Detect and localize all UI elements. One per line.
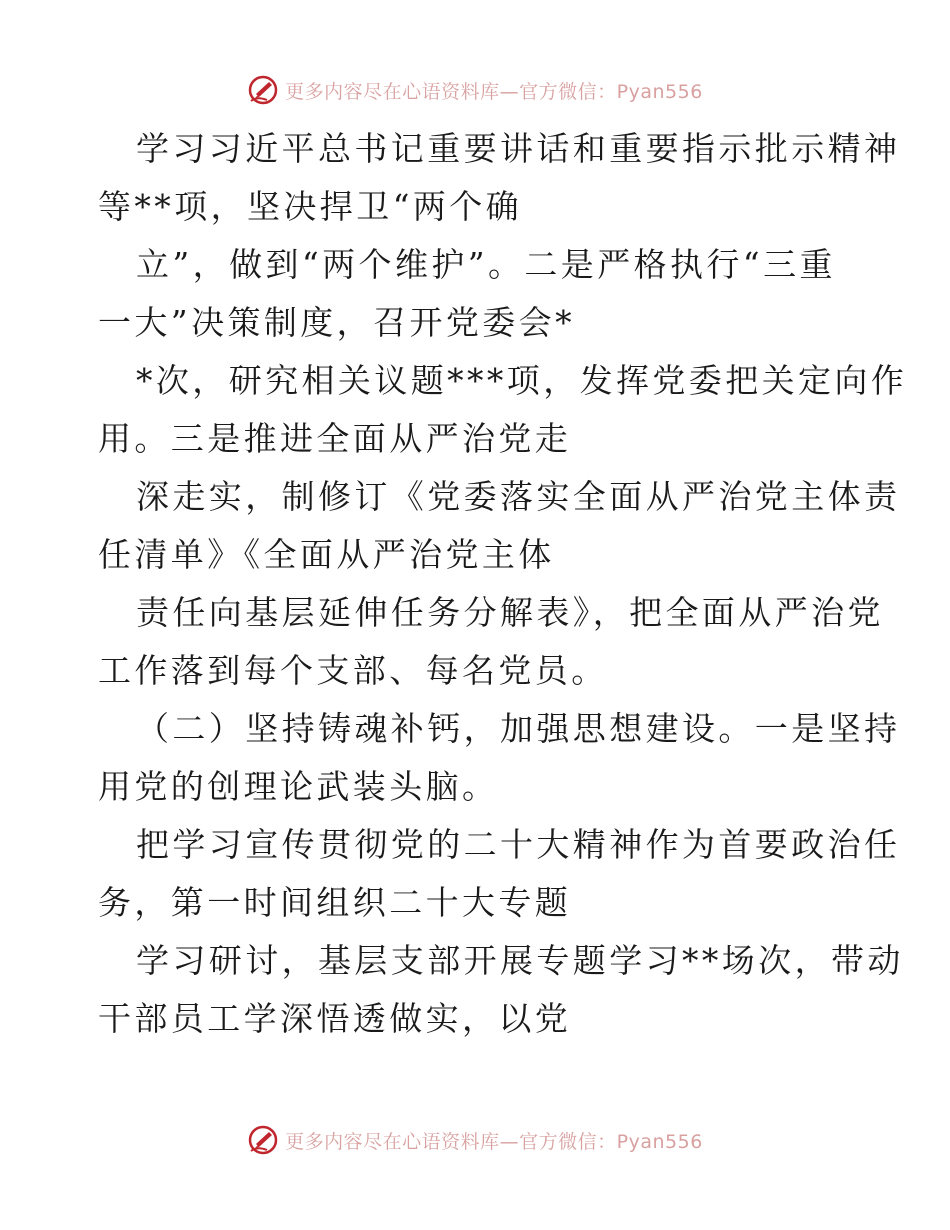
header-watermark [0,70,950,110]
text-line: *次，研究相关议题***项，发挥党委把关定向作 [136,361,908,400]
text-line: 学习习近平总书记重要讲话和重要指示批示精神 [136,129,901,168]
text-line: 干部员工学深悟透做实，以党 [98,999,572,1038]
brand-logo-icon [247,74,279,106]
text-line: 务，第一时间组织二十大专题 [98,883,572,922]
watermark-text: 更多内容尽在心语资料库—官方微信：Pyan556 [285,1130,703,1153]
text-line: 等**项，坚决捍卫“两个确 [98,187,523,226]
text-line: 用党的创理论武装头脑。 [98,767,499,806]
text-line: 学习研讨，基层支部开展专题学习**场次，带动 [136,941,904,980]
text-line: 用。三是推进全面从严治党走 [98,419,572,458]
text-line: 深走实，制修订《党委落实全面从严治党主体责 [136,477,901,516]
document-body [98,120,908,1048]
text-line: 任清单》《全面从严治党主体 [98,535,555,574]
text-line: 一大”决策制度，召开党委会* [98,303,575,342]
text-line: （二）坚持铸魂补钙，加强思想建设。一是坚持 [136,709,901,748]
text-line: 责任向基层延伸任务分解表》，把全面从严治党 [136,593,884,632]
text-line: 把学习宣传贯彻党的二十大精神作为首要政治任 [136,825,901,864]
footer-watermark [0,1120,950,1160]
text-line: 工作落到每个支部、每名党员。 [98,651,608,690]
text-line: 立”，做到“两个维护”。二是严格执行“三重 [136,245,836,284]
watermark-text: 更多内容尽在心语资料库—官方微信：Pyan556 [285,80,703,103]
brand-logo-icon [247,1124,279,1156]
